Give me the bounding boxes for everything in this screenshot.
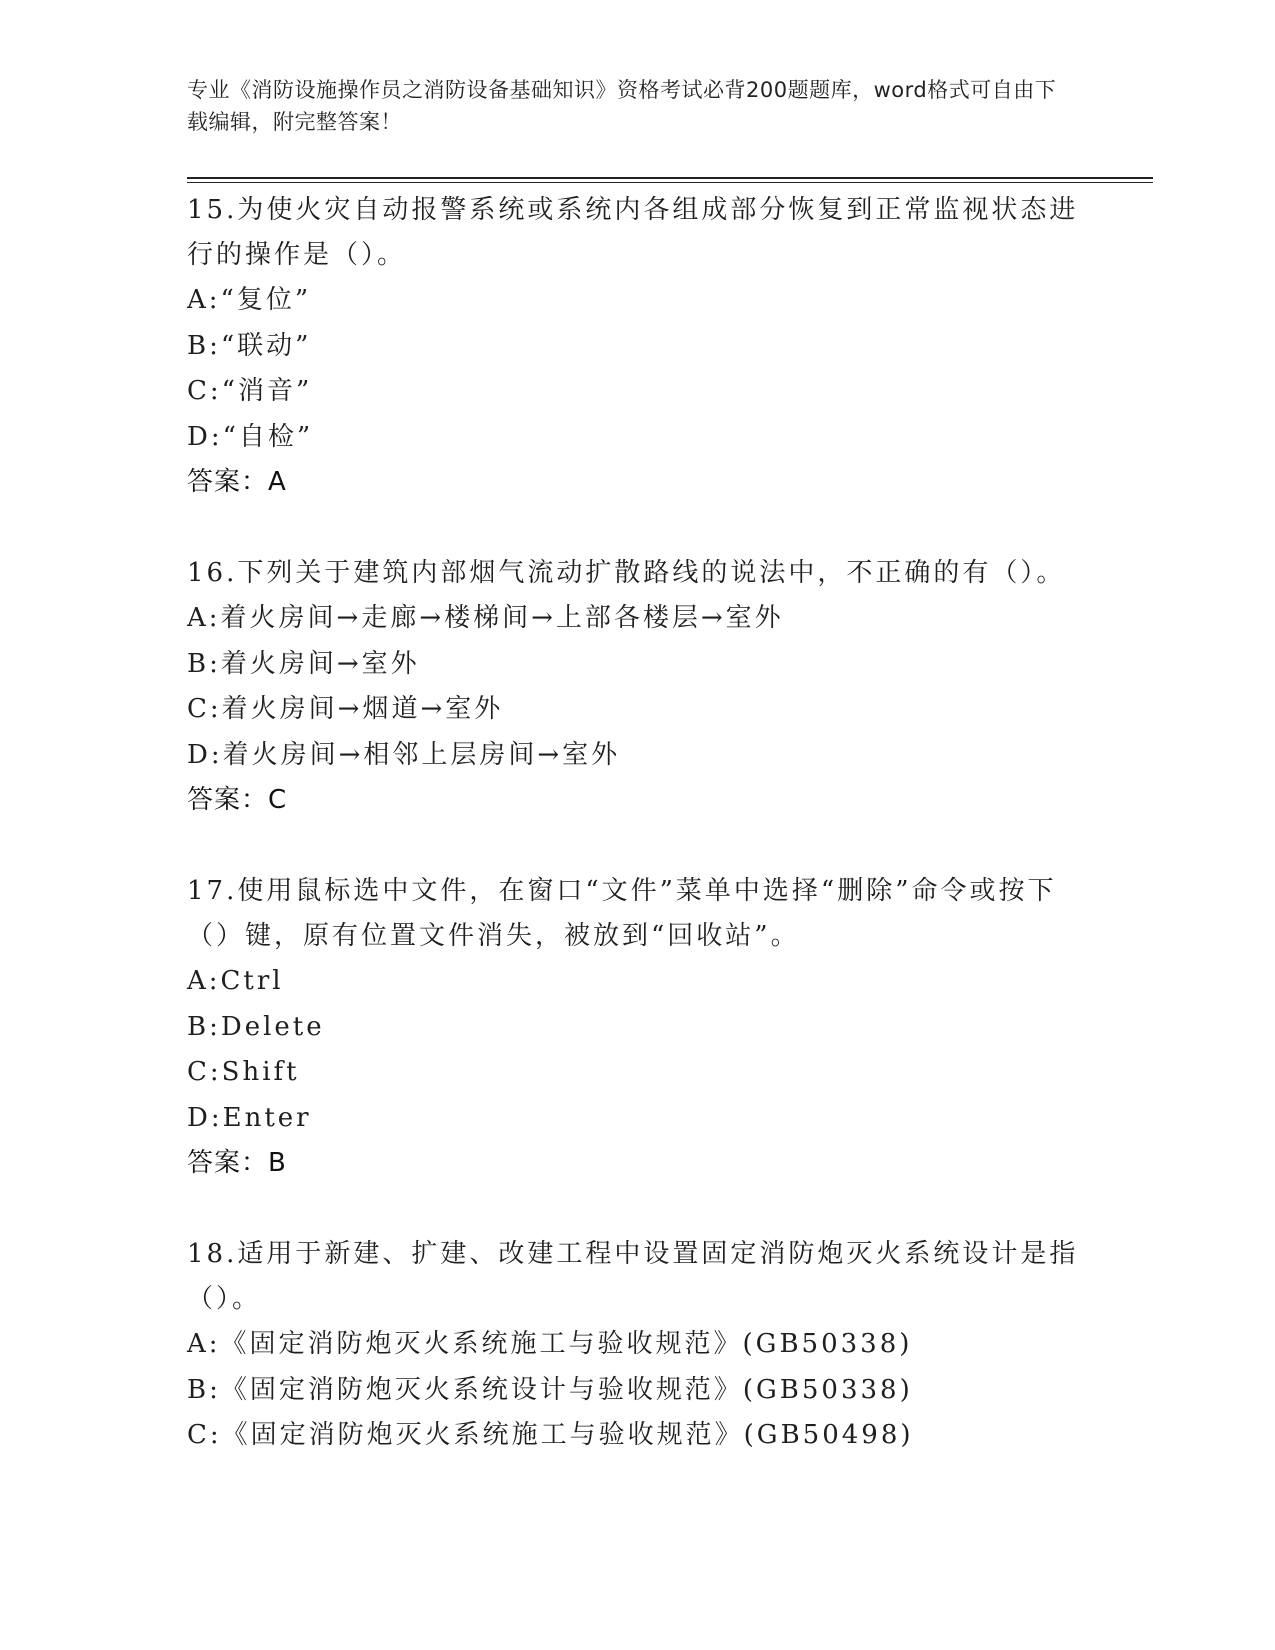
option-a: A:Ctrl — [187, 966, 284, 996]
option-c: C:着火房间→烟道→室外 — [187, 694, 504, 724]
question-list — [187, 188, 1087, 1505]
question-17 — [187, 869, 1087, 1186]
option-d: D:“自检” — [187, 421, 314, 452]
question-16 — [187, 551, 1087, 823]
option-b: B:《固定消防炮灭火系统设计与验收规范》(GB50338) — [187, 1374, 913, 1405]
question-18 — [187, 1232, 1087, 1459]
document-header: 专业《消防设施操作员之消防设备基础知识》资格考试必背200题题库，word格式可自由下载编辑，附完整答案！ — [187, 78, 1057, 134]
option-a: A:《固定消防炮灭火系统施工与验收规范》(GB50338) — [187, 1329, 913, 1359]
option-b: B:Delete — [187, 1011, 325, 1042]
option-c: C:《固定消防炮灭火系统施工与验收规范》(GB50498) — [187, 1420, 914, 1450]
question-stem: 18.适用于新建、扩建、改建工程中设置固定消防炮灭火系统设计是指（）。 — [187, 1239, 1079, 1314]
header-rule-thick — [187, 177, 1153, 179]
option-d: D:着火房间→相邻上层房间→室外 — [187, 739, 621, 770]
answer-line: 答案：C — [187, 785, 288, 815]
answer-line: 答案：A — [187, 467, 287, 497]
option-b: B:“联动” — [187, 330, 312, 361]
answer-line: 答案：B — [187, 1148, 287, 1178]
question-15 — [187, 188, 1087, 505]
option-d: D:Enter — [187, 1102, 312, 1133]
header-rule-thin — [187, 182, 1153, 183]
option-a: A:“复位” — [187, 285, 312, 315]
option-c: C:“消音” — [187, 376, 313, 406]
option-a: A:着火房间→走廊→楼梯间→上部各楼层→室外 — [187, 603, 784, 633]
option-b: B:着火房间→室外 — [187, 648, 420, 679]
question-stem: 17.使用鼠标选中文件，在窗口“文件”菜单中选择“删除”命令或按下（）键，原有位置文件消失，被放到“回收站”。 — [187, 876, 1057, 951]
option-c: C:Shift — [187, 1057, 300, 1087]
question-stem: 16.下列关于建筑内部烟气流动扩散路线的说法中，不正确的有（）。 — [187, 558, 1066, 588]
question-stem: 15.为使火灾自动报警系统或系统内各组成部分恢复到正常监视状态进行的操作是（）。 — [187, 195, 1079, 270]
